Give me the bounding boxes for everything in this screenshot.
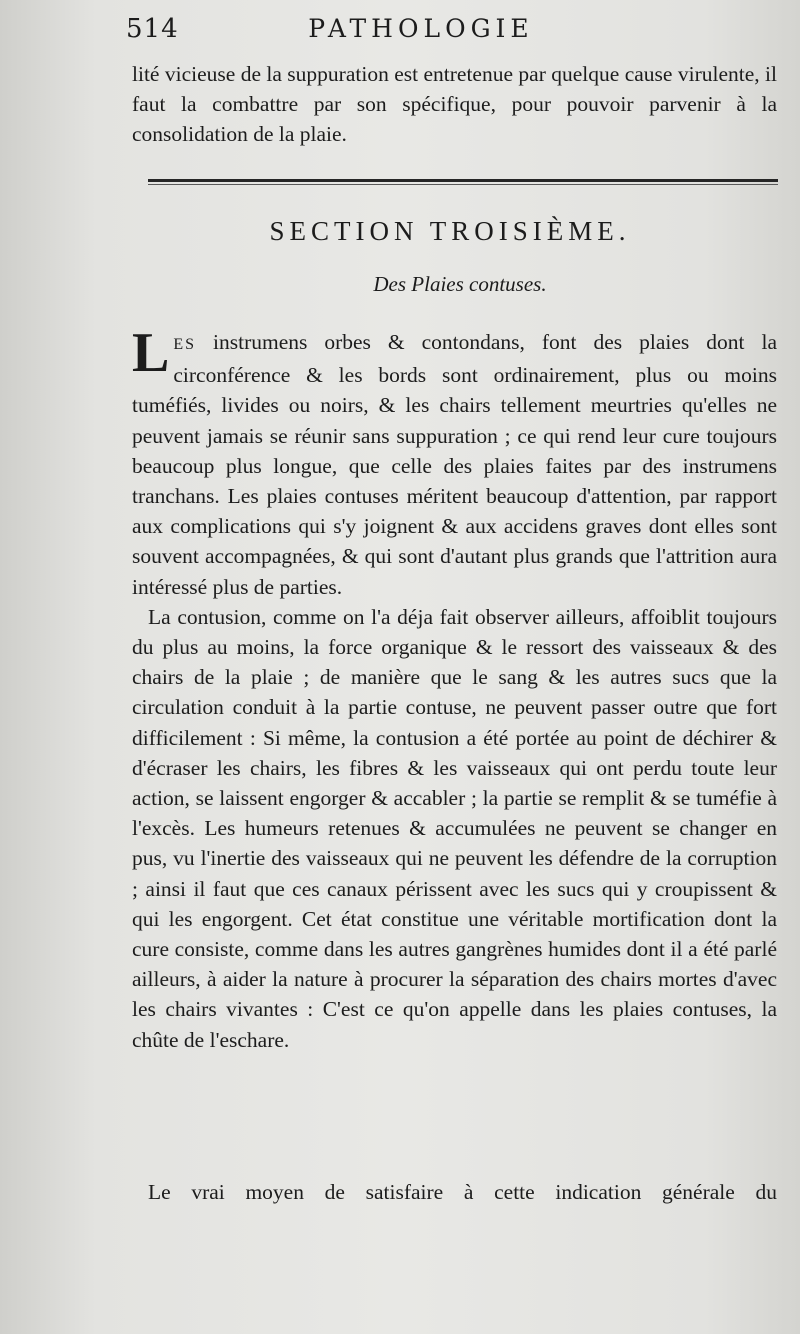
- intro-paragraph: lité vicieuse de la suppuration est entretenue par quelque cause virulente, il faut la combattre par son spécifique, pour pouvoir parvenir à la consolidation de la plaie.: [132, 62, 777, 147]
- intro-paragraph-block: [132, 59, 777, 150]
- section-title: SECTION TROISIÈME.: [269, 216, 631, 246]
- paragraph-first: [132, 322, 777, 602]
- body-text: [132, 322, 777, 1055]
- drop-cap: L: [132, 322, 170, 384]
- running-head: PATHOLOGIE: [308, 14, 534, 43]
- page-number: 514: [126, 14, 179, 44]
- paragraph-second: La contusion, comme on l'a déja fait observer ailleurs, affoiblit toujours du plus au moins, la force organique & le ressort des vaisseaux & des chairs de la plaie ; de manière que le sang & les autres sucs que la circulation conduit à la partie contuse, ne peuvent passer outre que fort difficilement : Si même, la contusion a été portée au point de déchirer & d'écraser les chairs, les fibres & les vaisseaux qui ont perdu toute leur action, se laissent engorger & accabler ; la partie se remplit & se tuméfie à l'excès. Les humeurs retenues & accumulées ne peuvent se changer en pus, vu l'inertie des vaisseaux qui ne peuvent les défendre de la corruption ; ainsi il faut que ces canaux périssent avec les sucs qui y croupissent & qui les engorgent. Cet état constitue une véritable mortification dont la cure consiste, comme dans les autres gangrènes humides dont il a été parlé ailleurs, à aider la nature à procurer la séparation des chairs mortes d'avec les chairs vivantes : C'est ce qu'on appelle dans les plaies contuses, la chûte de l'eschare.: [132, 604, 777, 1052]
- section-subtitle: Des Plaies contuses.: [373, 272, 547, 296]
- small-caps-opening: ES: [173, 336, 197, 353]
- divider-thin-line: [148, 184, 778, 185]
- paragraph-third-partial: Le vrai moyen de satisfaire à cette indication générale du: [148, 1180, 777, 1204]
- divider-thick-line: [148, 179, 778, 182]
- section-divider-rule: [148, 179, 778, 185]
- paragraph-first-text: instrumens orbes & contondans, font des plaies dont la circonférence & les bords sont ordinairement, plus ou moins tuméfiés, livides ou noirs, & les chairs tellement meurtries qu'elles ne peuvent jamais se réunir sans suppuration ; ce qui rend leur cure toujours beaucoup plus longue, que celle des plaies faites par des instrumens tranchans. Les plaies contuses méritent beaucoup d'attention, par rapport aux complications qui s'y joignent & aux accidens graves dont elles sont souvent accompagnées, & qui sont d'autant plus grands que l'attrition aura intéressé plus de parties.: [132, 330, 777, 599]
- page-header: [126, 14, 786, 54]
